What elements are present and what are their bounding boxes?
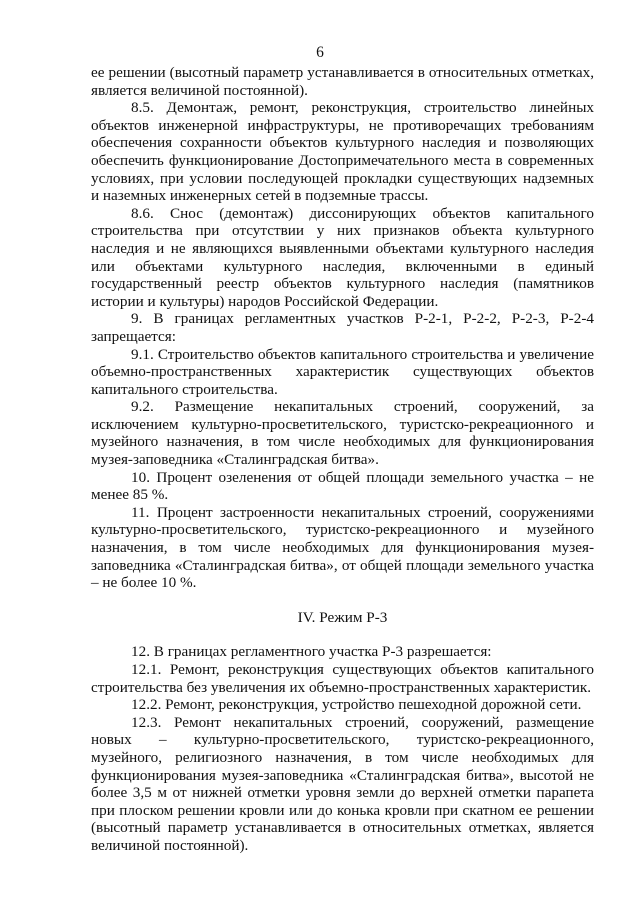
- paragraph-9: 9. В границах регламентных участков Р-2-1, Р-2-2, Р-2-3, Р-2-4 запрещается:: [91, 310, 594, 345]
- paragraph-10: 10. Процент озеленения от общей площади земельного участка – не менее 85 %.: [91, 468, 594, 504]
- paragraph-12-1: 12.1. Ремонт, реконструкция существующих объектов капитального строительства без увеличения их объемно-пространственных характеристик.: [91, 661, 594, 696]
- paragraph-8-5: 8.5. Демонтаж, ремонт, реконструкция, строительство линейных объектов инженерной инфраструктуры, не противоречащих требованиям обеспечения сохранности объектов культурного наследия и позволяющих обеспечить функционирование Достопримечательного места в современных условиях, при условии последующей прокладки существующих надземных и наземных инженерных сетей в подземные трассы.: [91, 99, 594, 205]
- document-body: [91, 64, 594, 855]
- paragraph-9-1: 9.1. Строительство объектов капитального строительства и увеличение объемно-пространственных характеристик существующих объектов капитального строительства.: [91, 345, 594, 398]
- paragraph-12-3: 12.3. Ремонт некапитальных строений, сооружений, размещение новых – культурно-просветительского, туристско-рекреационного, музейного, религиозного назначения, в том числе необходимых для функционирования музея-заповедника «Сталинградская битва», высотой не более 3,5 м от нижней отметки уровня земли до верхней отметки парапета при плоском решении кровли или до конька кровли при скатном ее решении (высотный параметр устанавливается в относительных отметках, является величиной постоянной).: [91, 713, 594, 854]
- paragraph-12-2: 12.2. Ремонт, реконструкция, устройство пешеходной дорожной сети.: [131, 696, 582, 714]
- paragraph-8-6: 8.6. Снос (демонтаж) диссонирующих объектов капитального строительства при отсутствии у них признаков объекта культурного наследия и не являющихся выявленными объектами культурного наследия или объектами культурного наследия, включенными в единый государственный реестр объектов культурного наследия (памятников истории и культуры) народов Российской Федерации.: [91, 204, 594, 310]
- paragraph-continuation: ее решении (высотный параметр устанавливается в относительных отметках, является величиной постоянной).: [91, 64, 594, 99]
- paragraph-11: 11. Процент застроенности некапитальных строений, сооружениями культурно-просветительского, туристско-рекреационного и музейного назначения, в том числе необходимых для функционирования музея-заповедника «Сталинградская битва», от общей площади земельного участка – не более 10 %.: [91, 503, 594, 592]
- page-number: 6: [316, 44, 324, 61]
- paragraph-9-2: 9.2. Размещение некапитальных строений, сооружений, за исключением культурно-просветительского, туристско-рекреационного и музейного назначения, в том числе необходимых для функционирования музея-заповедника «Сталинградская битва».: [91, 398, 594, 469]
- section-heading: IV. Режим Р-3: [297, 608, 388, 626]
- paragraph-12: 12. В границах регламентного участка Р-3 разрешается:: [131, 643, 492, 661]
